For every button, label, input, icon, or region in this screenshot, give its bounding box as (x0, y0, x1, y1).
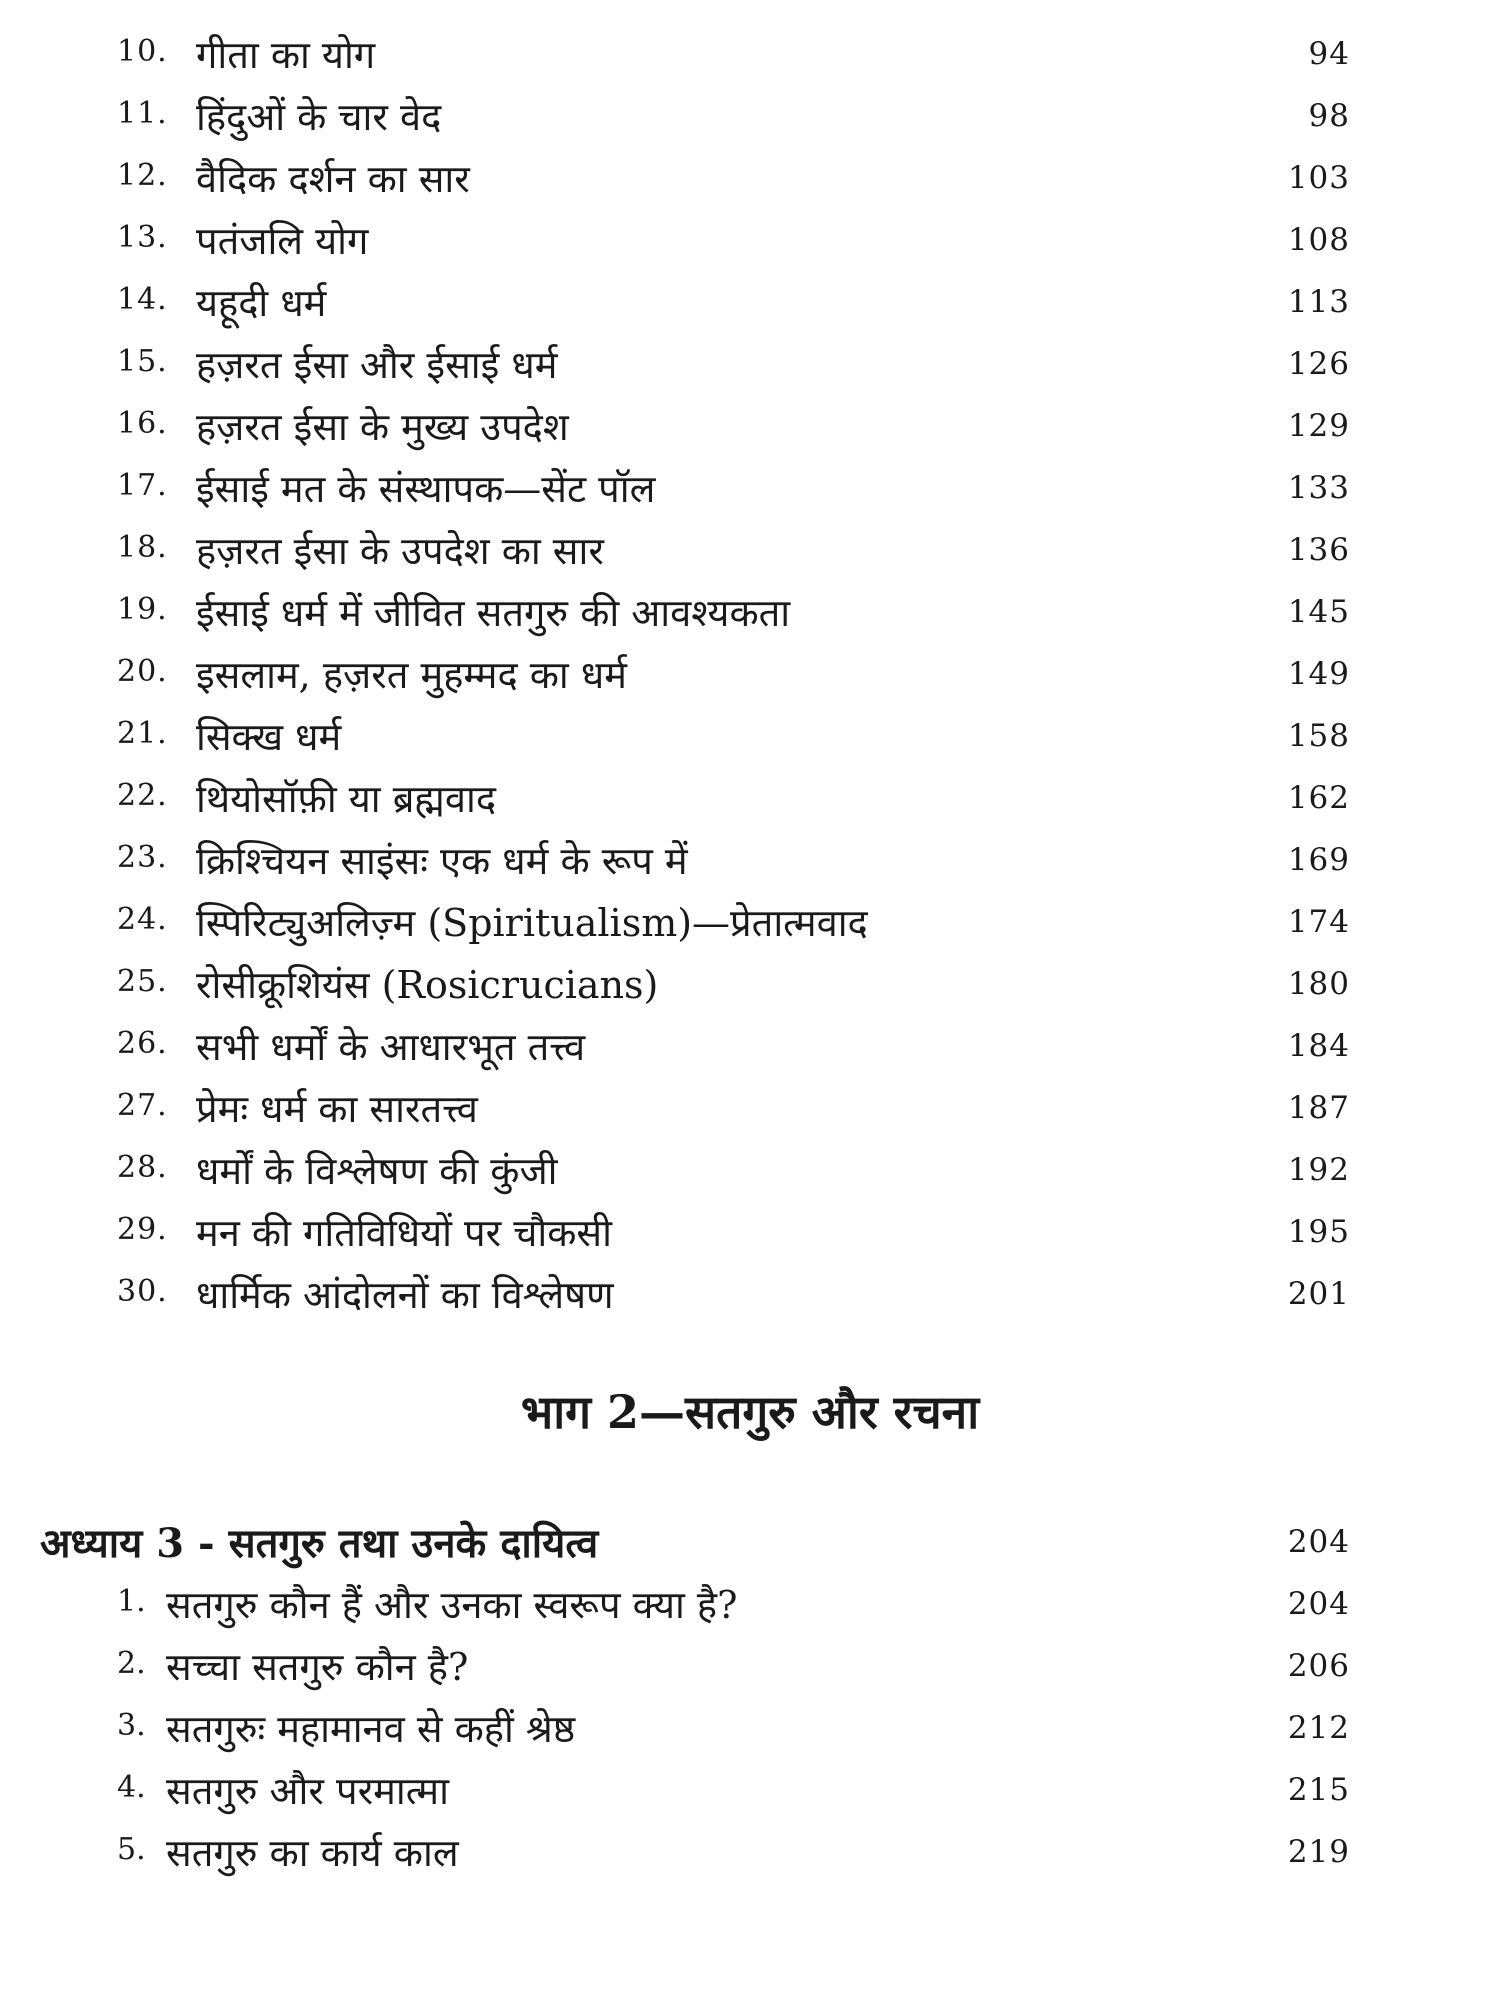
toc-entry (0, 1076, 1500, 1138)
entry-title: पतंजलि योग (196, 219, 369, 263)
entry-page: 180 (1287, 966, 1350, 1002)
toc-entry (0, 394, 1500, 456)
entry-title: ईसाई धर्म में जीवित सतगुरु की आवश्यकता (196, 591, 791, 635)
toc-entry (0, 766, 1500, 828)
chapter-page: 204 (1287, 1524, 1350, 1560)
entry-page: 204 (1287, 1586, 1350, 1622)
chapter-title: अध्याय 3 - सतगुरु तथा उनके दायित्व (40, 1520, 599, 1567)
toc-entry (0, 952, 1500, 1014)
entry-page: 206 (1287, 1648, 1350, 1684)
entry-number: 10. (117, 34, 168, 69)
toc-entry (0, 642, 1500, 704)
entry-page: 145 (1287, 594, 1350, 630)
toc-entry (0, 1572, 1500, 1634)
entry-number: 30. (117, 1274, 168, 1309)
toc-entry (0, 704, 1500, 766)
entry-page: 126 (1287, 346, 1350, 382)
part-heading: भाग 2—सतगुरु और रचना (520, 1385, 980, 1439)
entry-page: 192 (1287, 1152, 1350, 1188)
toc-entry (0, 890, 1500, 952)
toc-entry (0, 456, 1500, 518)
toc-list-chapter3 (0, 1572, 1500, 1882)
entry-title: स्पिरिट्युअलिज़्म (Spiritualism)—प्रेतात्मवाद (196, 901, 868, 945)
toc-entry (0, 84, 1500, 146)
entry-number: 11. (117, 96, 168, 131)
entry-title: रोसीक्रूशियंस (Rosicrucians) (196, 963, 659, 1007)
entry-number: 23. (117, 840, 168, 875)
entry-page: 187 (1287, 1090, 1350, 1126)
toc-entry (0, 332, 1500, 394)
entry-number: 4. (117, 1770, 146, 1805)
toc-entry (0, 518, 1500, 580)
entry-page: 129 (1287, 408, 1350, 444)
entry-number: 21. (117, 716, 168, 751)
entry-number: 20. (117, 654, 168, 689)
entry-page: 149 (1287, 656, 1350, 692)
entry-title: सच्चा सतगुरु कौन है? (166, 1645, 469, 1689)
toc-list-part1 (0, 22, 1500, 1324)
entry-page: 158 (1287, 718, 1350, 754)
entry-number: 24. (117, 902, 168, 937)
entry-page: 174 (1287, 904, 1350, 940)
entry-page: 108 (1287, 222, 1350, 258)
entry-number: 16. (117, 406, 168, 441)
entry-page: 162 (1287, 780, 1350, 816)
entry-title: सतगुरुः महामानव से कहीं श्रेष्ठ (166, 1707, 576, 1751)
entry-title: सभी धर्मों के आधारभूत तत्त्व (196, 1025, 586, 1069)
toc-entry (0, 1014, 1500, 1076)
entry-page: 219 (1287, 1834, 1350, 1870)
entry-number: 18. (117, 530, 168, 565)
toc-entry (0, 1634, 1500, 1696)
entry-title: गीता का योग (196, 33, 376, 77)
entry-title: हज़रत ईसा और ईसाई धर्म (196, 343, 558, 387)
entry-page: 215 (1287, 1772, 1350, 1808)
entry-page: 113 (1287, 284, 1350, 320)
entry-number: 25. (117, 964, 168, 999)
entry-number: 5. (117, 1832, 146, 1867)
entry-number: 15. (117, 344, 168, 379)
entry-title: सतगुरु कौन हैं और उनका स्वरूप क्या है? (166, 1583, 738, 1627)
entry-number: 29. (117, 1212, 168, 1247)
entry-title: मन की गतिविधियों पर चौकसी (196, 1211, 612, 1255)
toc-entry (0, 1200, 1500, 1262)
toc-entry (0, 208, 1500, 270)
toc-entry (0, 22, 1500, 84)
entry-title: प्रेमः धर्म का सारतत्त्व (196, 1087, 478, 1131)
toc-entry (0, 1138, 1500, 1200)
entry-page: 212 (1287, 1710, 1350, 1746)
entry-page: 94 (1308, 36, 1350, 72)
entry-number: 19. (117, 592, 168, 627)
entry-title: हज़रत ईसा के मुख्य उपदेश (196, 405, 569, 449)
entry-page: 169 (1287, 842, 1350, 878)
entry-title: धार्मिक आंदोलनों का विश्लेषण (196, 1273, 614, 1317)
entry-number: 28. (117, 1150, 168, 1185)
entry-title: वैदिक दर्शन का सार (196, 157, 470, 201)
entry-title: हज़रत ईसा के उपदेश का सार (196, 529, 604, 573)
toc-entry (0, 580, 1500, 642)
entry-title: यहूदी धर्म (196, 281, 327, 325)
toc-entry (0, 1696, 1500, 1758)
toc-entry (0, 828, 1500, 890)
entry-number: 22. (117, 778, 168, 813)
entry-number: 14. (117, 282, 168, 317)
entry-title: सतगुरु का कार्य काल (166, 1831, 459, 1875)
toc-entry (0, 146, 1500, 208)
entry-title: ईसाई मत के संस्थापक—सेंट पॉल (196, 467, 656, 511)
toc-entry (0, 1262, 1500, 1324)
entry-title: सिक्ख धर्म (196, 715, 342, 759)
entry-title: थियोसॉफ़ी या ब्रह्मवाद (196, 777, 497, 821)
entry-number: 27. (117, 1088, 168, 1123)
entry-title: हिंदुओं के चार वेद (196, 95, 442, 139)
entry-page: 184 (1287, 1028, 1350, 1064)
entry-number: 17. (117, 468, 168, 503)
entry-page: 201 (1287, 1276, 1350, 1312)
entry-number: 26. (117, 1026, 168, 1061)
entry-title: इसलाम, हज़रत मुहम्मद का धर्म (196, 653, 627, 697)
entry-number: 1. (117, 1584, 146, 1619)
entry-page: 195 (1287, 1214, 1350, 1250)
entry-page: 133 (1287, 470, 1350, 506)
chapter-heading-row (0, 1510, 1500, 1570)
entry-number: 2. (117, 1646, 146, 1681)
toc-entry (0, 270, 1500, 332)
toc-entry (0, 1820, 1500, 1882)
entry-title: सतगुरु और परमात्मा (166, 1769, 449, 1813)
entry-number: 13. (117, 220, 168, 255)
entry-number: 12. (117, 158, 168, 193)
entry-title: धर्मों के विश्लेषण की कुंजी (196, 1149, 558, 1193)
entry-title: क्रिश्चियन साइंसः एक धर्म के रूप में (196, 839, 688, 883)
entry-page: 136 (1287, 532, 1350, 568)
entry-number: 3. (117, 1708, 146, 1743)
entry-page: 103 (1287, 160, 1350, 196)
entry-page: 98 (1308, 98, 1350, 134)
toc-entry (0, 1758, 1500, 1820)
